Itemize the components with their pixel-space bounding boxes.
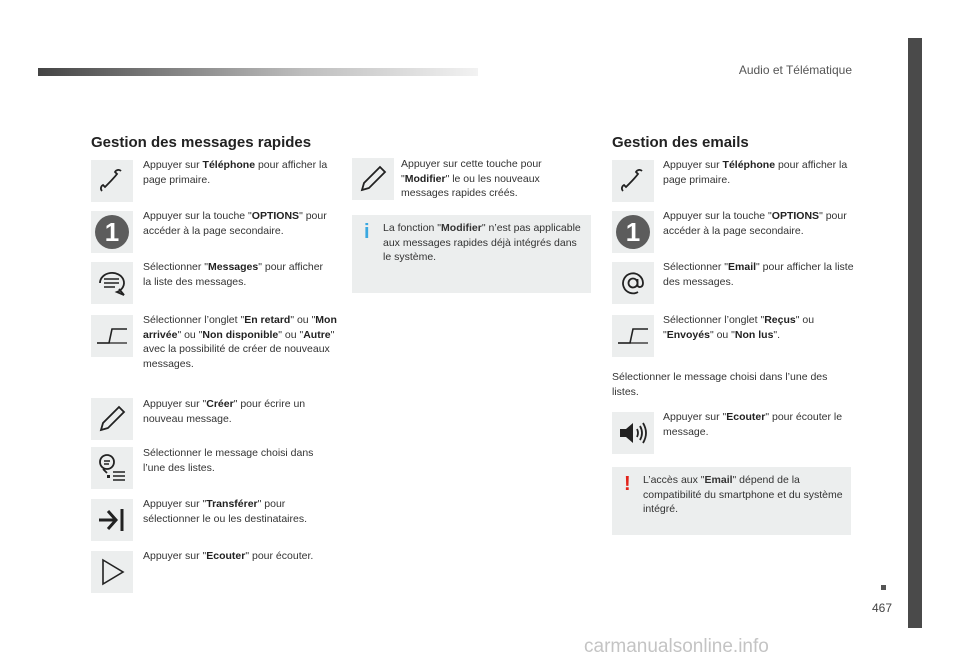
message-list-icon: [91, 447, 133, 489]
email-at-icon: [612, 262, 654, 304]
warning-icon: !: [624, 473, 631, 495]
side-strip: [908, 38, 922, 628]
pencil-icon: [91, 398, 133, 440]
header-gradient-bar: [38, 68, 478, 76]
tab-icon: [612, 315, 654, 357]
section-label: Audio et Télématique: [738, 63, 852, 77]
number-1-badge: 1: [612, 211, 654, 253]
right-section-title: Gestion des emails: [612, 134, 749, 151]
right-step-2-text: Appuyer sur la touche "OPTIONS" pour accéder à la page secondaire.: [663, 210, 847, 237]
right-plain-text: Sélectionner le message choisi dans l’une des listes.: [612, 371, 828, 398]
left-step-4-text: Sélectionner l’onglet "En retard" ou "Mon arrivée" ou "Non disponible" ou "Autre" avec la possibilité de créer de nouveaux messages.: [143, 314, 337, 370]
right-listen-text: Appuyer sur "Ecouter" pour écouter le message.: [663, 411, 843, 438]
left-step-1-text: Appuyer sur Téléphone pour afficher la page primaire.: [143, 159, 328, 186]
left-step-8-text: Appuyer sur "Ecouter" pour écouter.: [143, 550, 314, 562]
right-step-1-text: Appuyer sur Téléphone pour afficher la page primaire.: [663, 159, 848, 186]
page-number: 467: [872, 601, 893, 615]
phone-icon: [612, 160, 654, 202]
warning-note-text: L’accès aux "Email" dépend de la compatibilité du smartphone et du système intégré.: [643, 474, 843, 515]
left-step-6-text: Sélectionner le message choisi dans l’une des listes.: [143, 447, 314, 474]
info-icon: i: [364, 221, 370, 243]
left-step-2-text: Appuyer sur la touche "OPTIONS" pour accéder à la page secondaire.: [143, 210, 327, 237]
left-section-title: Gestion des messages rapides: [91, 134, 312, 151]
watermark: carmanualsonline.info: [584, 636, 769, 657]
middle-step-text: Appuyer sur cette touche pour "Modifier" le ou les nouveaux messages rapides créés.: [401, 158, 542, 199]
info-note-text: La fonction "Modifier" n’est pas applicable aux messages rapides déjà intégrés dans le système.: [383, 222, 581, 263]
left-step-7-text: Appuyer sur "Transférer" pour sélectionner le ou les destinataires.: [143, 498, 308, 525]
number-1-badge: 1: [91, 211, 133, 253]
transfer-icon: [91, 499, 133, 541]
speaker-icon: [612, 412, 654, 454]
page-marker: [881, 585, 886, 590]
play-icon: [91, 551, 133, 593]
messages-icon: [91, 262, 133, 304]
right-step-3-text: Sélectionner "Email" pour afficher la liste des messages.: [663, 261, 854, 288]
left-step-5-text: Appuyer sur "Créer" pour écrire un nouveau message.: [143, 398, 306, 425]
left-step-3-text: Sélectionner "Messages" pour afficher la liste des messages.: [143, 261, 324, 288]
tab-icon: [91, 315, 133, 357]
phone-icon: [91, 160, 133, 202]
pencil-icon: [352, 158, 394, 200]
right-step-4-text: Sélectionner l’onglet "Reçus" ou "Envoyés" ou "Non lus".: [663, 314, 815, 341]
